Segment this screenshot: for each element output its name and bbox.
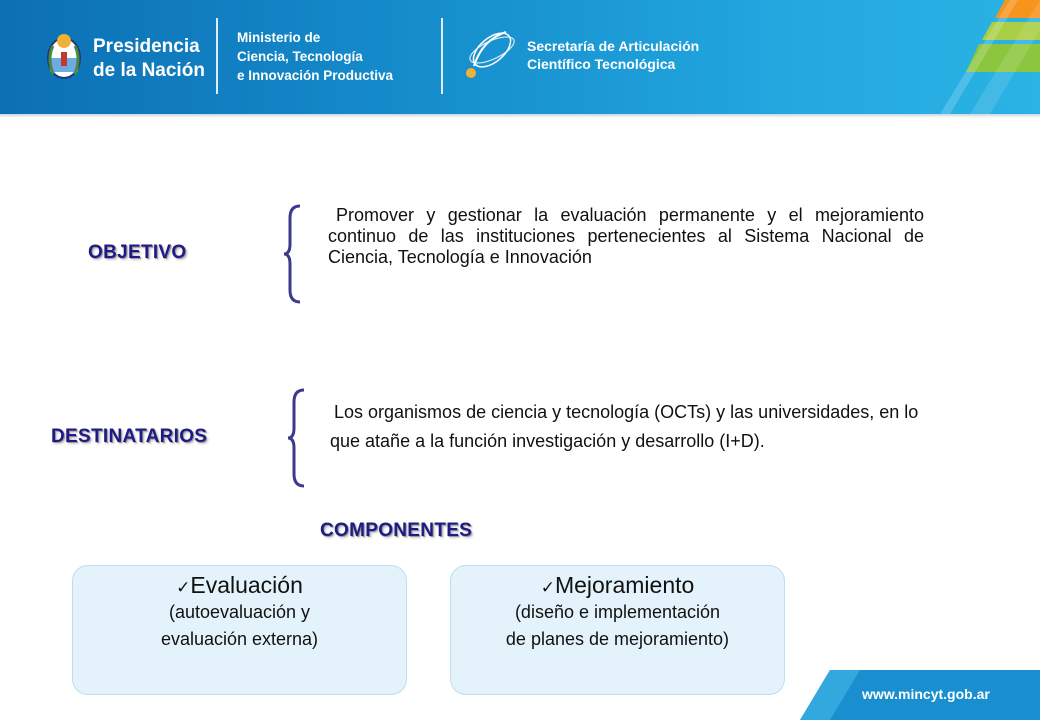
header-divider [441, 18, 443, 94]
objetivo-text: Promover y gestionar la evaluación permanente y el mejoramiento continuo de las instituciones pertenecientes al Sistema Nacional de Ciencia, Tecnología e Innovación [328, 205, 924, 267]
ministerio-line-1: Ministerio de [237, 30, 321, 45]
destinatarios-brace-icon [286, 388, 306, 488]
presidencia-title: Presidencia [93, 36, 200, 57]
secretaria-line-2: Científico Tecnológica [527, 56, 676, 72]
presidencia-subtitle: de la Nación [93, 60, 205, 81]
objetivo-brace-icon [282, 204, 302, 304]
component-subtitle-line-1: (autoevaluación y [168, 602, 311, 622]
checkmark-icon: ✓ [176, 578, 191, 597]
national-coat-of-arms-icon [44, 28, 84, 84]
header-shadow [0, 114, 1040, 118]
destinatarios-text: Los organismos de ciencia y tecnología (OCTs) y las universidades, en lo que atañe a la función investigación y desarrollo (I+D). [330, 402, 919, 451]
component-subtitle-line-2: evaluación externa) [160, 629, 319, 649]
component-subtitle-line-2: de planes de mejoramiento) [505, 629, 730, 649]
destinatarios-label: DESTINATARIOS [51, 426, 208, 447]
header-banner [0, 0, 1040, 114]
checkmark-icon: ✓ [540, 578, 555, 597]
footer-url: www.mincyt.gob.ar [862, 686, 990, 702]
component-subtitle-line-1: (diseño e implementación [514, 602, 721, 622]
component-card-mejoramiento [450, 565, 785, 695]
componentes-label: COMPONENTES [320, 520, 473, 541]
objetivo-label: OBJETIVO [88, 242, 187, 263]
component-title: ✓Mejoramiento [540, 572, 695, 598]
ministerio-line-2: Ciencia, Tecnología [237, 49, 363, 64]
decorative-stripes-icon [900, 0, 1040, 114]
header-divider [216, 18, 218, 94]
ministerio-line-3: e Innovación Productiva [237, 68, 394, 83]
component-card-evaluacion [72, 565, 407, 695]
secretaria-orbit-logo-icon [460, 26, 520, 82]
component-title: ✓Evaluación [176, 572, 303, 598]
secretaria-line-1: Secretaría de Articulación [527, 38, 700, 54]
